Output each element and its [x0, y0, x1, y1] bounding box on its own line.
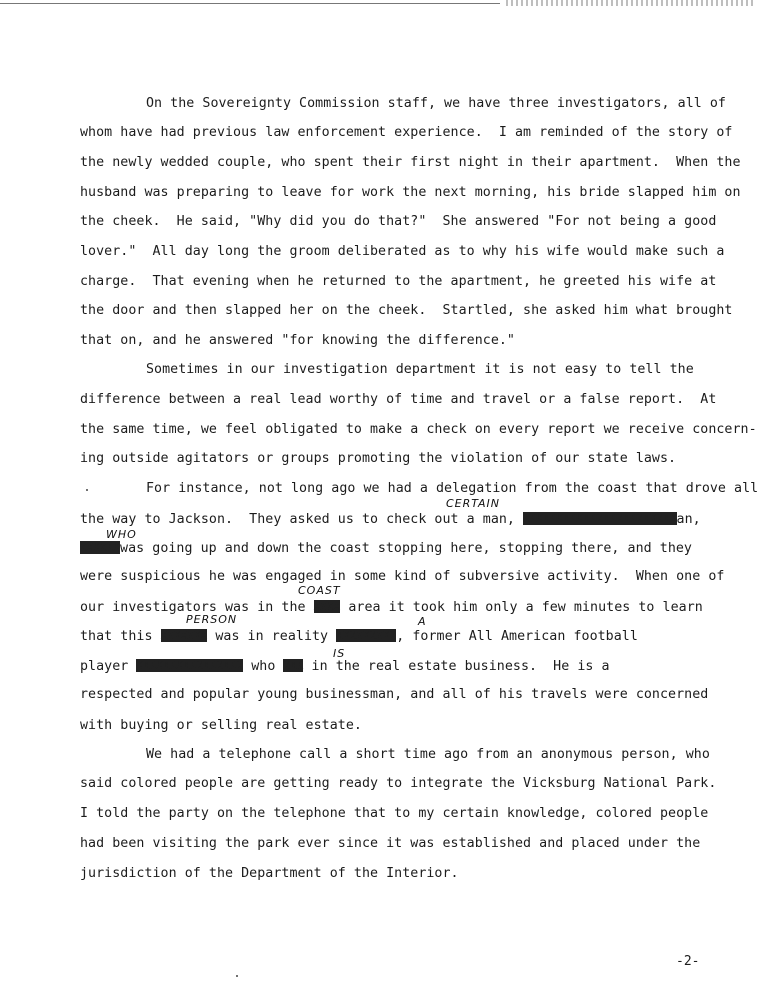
text-line — [80, 509, 701, 529]
handwritten-insertion: PERSON — [186, 613, 238, 626]
text-line: ing outside agitators or groups promoting the violation of our state laws. — [80, 451, 677, 466]
text-line: charge. That evening when he returned to the apartment, he greeted his wife at — [80, 274, 717, 289]
text-line: On the Sovereignty Commission staff, we have three investigators, all of — [146, 96, 726, 111]
line-segment: was in reality — [207, 629, 337, 644]
line-segment: our investigators was in the — [80, 600, 314, 615]
handwritten-insertion: COAST — [298, 584, 341, 597]
text-line — [80, 626, 638, 646]
text-line — [80, 597, 703, 617]
redaction-strikeout: XXX — [283, 659, 304, 672]
redaction-strikeout: XXXX — [313, 600, 341, 613]
text-line: Sometimes in our investigation department it is not easy to tell the — [146, 362, 694, 377]
text-line: the same time, we feel obligated to make a check on every report we receive concern- — [80, 422, 757, 437]
text-line: respected and popular young businessman, and all of his travels were concerned — [80, 687, 709, 702]
text-line: were suspicious he was engaged in some kind of subversive activity. When one of — [80, 569, 725, 584]
text-line: said colored people are getting ready to integrate the Vicksburg National Park. — [80, 776, 717, 791]
redaction-strikeout: XXXXXX — [80, 541, 121, 554]
page-number: -2- — [676, 954, 700, 969]
handwritten-insertion: A — [418, 615, 427, 628]
text-line: lover." All day long the groom deliberated as to why his wife would make such a — [80, 244, 725, 259]
top-scan-artifact — [506, 0, 756, 6]
text-line: husband was preparing to leave for work the next morning, his bride slapped him on — [80, 185, 741, 200]
handwritten-insertion: IS — [333, 647, 346, 660]
top-rule — [0, 3, 500, 4]
text-line: We had a telephone call a short time ago from an anonymous person, who — [146, 747, 710, 762]
line-segment: , former All American football — [396, 629, 638, 644]
redaction-strikeout: XXXXXXX — [160, 629, 208, 642]
text-line: For instance, not long ago we had a delegation from the coast that drove all — [146, 481, 759, 496]
text-line: with buying or selling real estate. — [80, 718, 362, 733]
handwritten-insertion: WHO — [106, 528, 137, 541]
text-line: difference between a real lead worthy of time and travel or a false report. At — [80, 392, 717, 407]
line-segment: who — [243, 659, 284, 674]
text-line: I told the party on the telephone that to my certain knowledge, colored people — [80, 806, 709, 821]
redaction-strikeout: XXXXXXXXXXXXXXXX — [136, 659, 244, 672]
line-segment: an, — [676, 512, 701, 527]
text-line: had been visiting the park ever since it was established and placed under the — [80, 836, 701, 851]
text-line: that on, and he answered "for knowing the difference." — [80, 333, 515, 348]
line-segment: in the real estate business. He is a — [303, 659, 610, 674]
redaction-strikeout: XXXXXXXXX — [336, 629, 397, 642]
line-segment: that this — [80, 629, 161, 644]
line-segment: the way to Jackson. They asked us to check out a man, — [80, 512, 524, 527]
redaction-strikeout: XXXXXXXXXXXXXXXXXXXXXXX — [523, 512, 677, 525]
line-segment: was going up and down the coast stopping here, stopping there, and they — [120, 541, 692, 556]
text-line: the door and then slapped her on the cheek. Startled, she asked him what brought — [80, 303, 733, 318]
text-line — [80, 538, 692, 558]
line-segment: area it took him only a few minutes to learn — [340, 600, 703, 615]
line-segment: player — [80, 659, 137, 674]
text-line: the newly wedded couple, who spent their first night in their apartment. When the — [80, 155, 741, 170]
stray-mark — [86, 489, 88, 491]
text-line: the cheek. He said, "Why did you do that?" She answered "For not being a good — [80, 214, 717, 229]
text-line: whom have had previous law enforcement experience. I am reminded of the story of — [80, 125, 733, 140]
handwritten-insertion: CERTAIN — [446, 497, 500, 510]
stray-mark — [236, 975, 238, 977]
text-line: jurisdiction of the Department of the Interior. — [80, 866, 459, 881]
